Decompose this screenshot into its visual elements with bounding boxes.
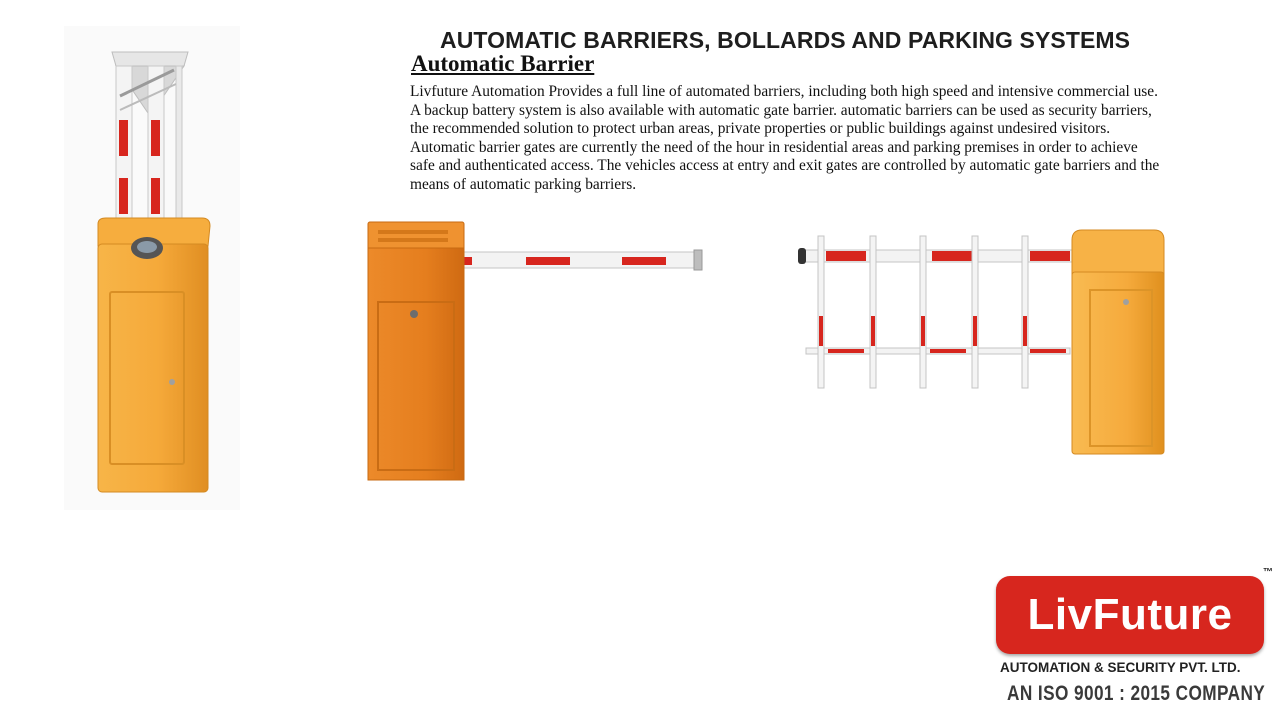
description-line: A backup battery system is also available with automatic gate barrier. automatic barriers can be used as security barriers, [410,101,1152,119]
fence-boom-barrier-image [798,226,1170,458]
logo-text: LivFuture [1027,590,1233,639]
description-line: Livfuture Automation Provides a full line of automated barriers, including both high speed and intensive commercial use. [410,83,1158,100]
iso-certification: AN ISO 9001 : 2015 COMPANY [1007,682,1266,705]
folding-boom-barrier-image [64,26,240,510]
description-line: safe and authenticated access. The vehicles access at entry and exit gates are controlled by automatic gate barriers and the [410,157,1160,175]
straight-boom-barrier-image [364,218,706,484]
page-title: AUTOMATIC BARRIERS, BOLLARDS AND PARKING SYSTEMS [440,27,1131,53]
company-name: AUTOMATION & SECURITY PVT. LTD. [1000,660,1241,675]
trademark-symbol: ™ [1263,567,1273,578]
company-logo[interactable] [996,576,1264,654]
description-line: Automatic barrier gates are currently the need of the hour in residential areas and parking premises in order to achieve [410,138,1138,156]
description-paragraph [410,83,1270,195]
description-line: the recommended solution to protect urban areas, private properties or public buildings against undesired visitors. [410,120,1111,138]
description-line: means of automatic parking barriers. [410,175,637,193]
section-title: Automatic Barrier [411,51,595,76]
